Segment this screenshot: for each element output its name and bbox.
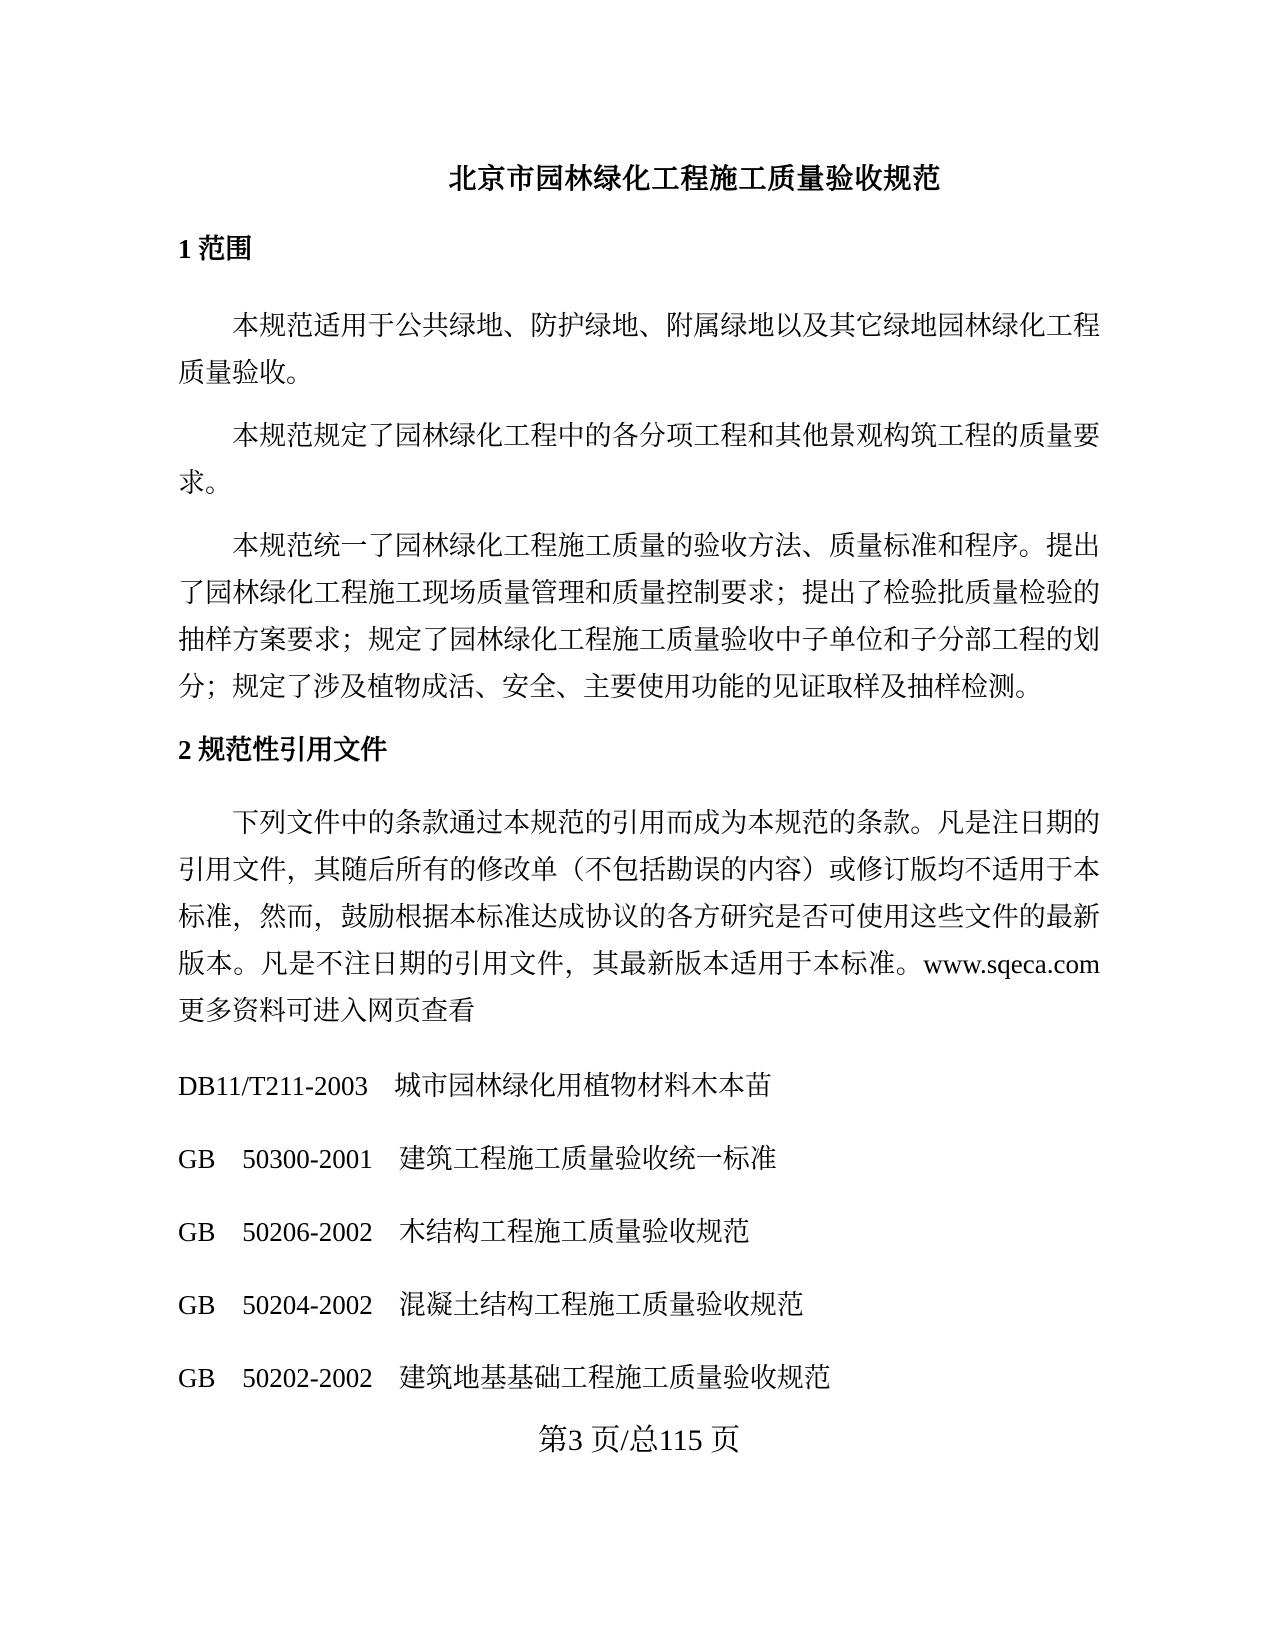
reference-item [178,1282,1100,1329]
reference-item [178,1209,1100,1256]
reference-name: 混凝土结构工程施工质量验收规范 [398,1290,804,1320]
paragraph-scope-applicability: 本规范适用于公共绿地、防护绿地、附属绿地以及其它绿地园林绿化工程质量验收。 [178,311,1100,388]
reference-list [178,1063,1100,1402]
reference-item [178,1063,1100,1110]
reference-name: 木结构工程施工质量验收规范 [398,1217,750,1247]
reference-name: 城市园林绿化用植物材料木本苗 [394,1071,772,1101]
paragraph-references-intro: 下列文件中的条款通过本规范的引用而成为本规范的条款。凡是注日期的引用文件，其随后所有的修改单（不包括勘误的内容）或修订版均不适用于本标准，然而，鼓励根据本标准达成协议的各方研究是否可使用这些文件的最新版本。凡是不注日期的引用文件，其最新版本适用于本标准。www.sqeca.com 更多资料可进入网页查看 [178,808,1100,1026]
reference-code: GB 50300-2001 [178,1144,373,1174]
reference-name: 建筑地基基础工程施工质量验收规范 [398,1363,831,1393]
paragraph-scope-unification: 本规范统一了园林绿化工程施工质量的验收方法、质量标准和程序。提出了园林绿化工程施工现场质量管理和质量控制要求；提出了检验批质量检验的抽样方案要求；规定了园林绿化工程施工质量验收中子单位和子分部工程的划分；规定了涉及植物成活、安全、主要使用功能的见证取样及抽样检测。 [178,531,1100,702]
paragraph-scope-provisions: 本规范规定了园林绿化工程中的各分项工程和其他景观构筑工程的质量要求。 [178,421,1100,498]
document-title: 北京市园林绿化工程施工质量验收规范 [448,164,942,195]
section-heading-normative-references: 2 规范性引用文件 [178,735,388,765]
reference-item [178,1136,1100,1183]
reference-name: 建筑工程施工质量验收统一标准 [398,1144,777,1174]
reference-code: GB 50206-2002 [178,1217,373,1247]
reference-code: GB 50204-2002 [178,1290,373,1320]
page-number-indicator: 第3 页/总115 页 [537,1424,741,1457]
reference-code: DB11/T211-2003 [178,1071,368,1101]
reference-item [178,1355,1100,1402]
section-heading-scope: 1 范围 [178,234,253,264]
reference-code: GB 50202-2002 [178,1363,373,1393]
